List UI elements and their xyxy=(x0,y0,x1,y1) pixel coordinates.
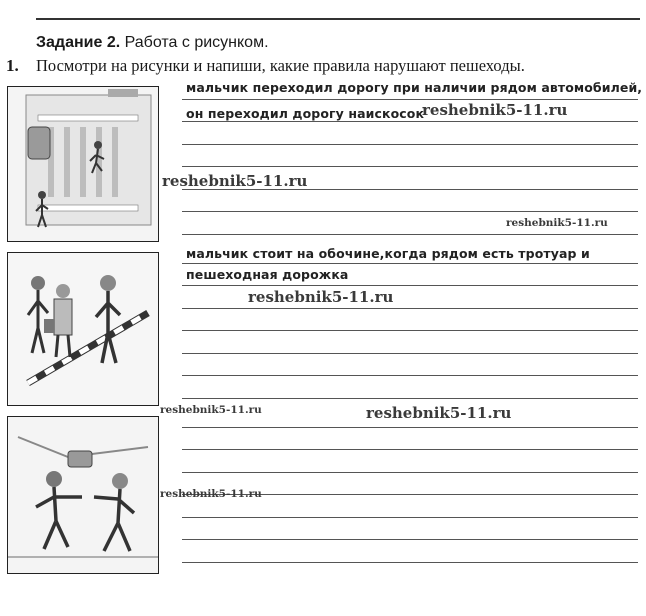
watermark: reshebnik5-11.ru xyxy=(160,404,262,416)
answer-line xyxy=(182,166,638,167)
task-heading xyxy=(36,34,269,52)
roadside-barrier-scene-icon xyxy=(8,253,158,405)
watermark: reshebnik5-11.ru xyxy=(366,404,512,422)
watermark: reshebnik5-11.ru xyxy=(506,217,608,229)
answer-line xyxy=(182,121,638,122)
answer-line xyxy=(182,517,638,518)
watermark: reshebnik5-11.ru xyxy=(422,101,568,119)
answer-line xyxy=(182,211,638,212)
answer-line xyxy=(182,562,638,563)
answer-1-line-2: он переходил дорогу наискосок xyxy=(186,106,425,121)
answer-line xyxy=(182,285,638,286)
watermark: reshebnik5-11.ru xyxy=(160,488,262,500)
answer-line xyxy=(182,308,638,309)
answer-line xyxy=(182,353,638,354)
answer-line xyxy=(182,427,638,428)
answer-2-line-2: пешеходная дорожка xyxy=(186,267,349,282)
answer-line xyxy=(182,263,638,264)
answer-line xyxy=(182,398,638,399)
watermark: reshebnik5-11.ru xyxy=(162,172,308,190)
crosswalk-scene-icon xyxy=(8,87,158,241)
answer-line xyxy=(182,234,638,235)
task-label: Задание 2. xyxy=(36,34,121,51)
answer-1-line-1: мальчик переходил дорогу при наличии рядом автомобилей, xyxy=(186,80,643,95)
answer-line xyxy=(182,539,638,540)
watermark: reshebnik5-11.ru xyxy=(248,288,394,306)
task-title: Работа с рисунком. xyxy=(124,34,269,51)
answer-line xyxy=(182,99,638,100)
question-text: Посмотри на рисунки и напиши, какие правила нарушают пешеходы. xyxy=(36,56,525,75)
picture-road-play xyxy=(7,416,159,574)
answer-line xyxy=(182,330,638,331)
top-rule xyxy=(36,18,640,20)
question-number: 1. xyxy=(6,56,19,75)
children-playing-road-scene-icon xyxy=(8,417,158,573)
picture-roadside xyxy=(7,252,159,406)
answer-2-line-1: мальчик стоит на обочине,когда рядом есть тротуар и xyxy=(186,246,590,261)
answer-line xyxy=(182,144,638,145)
answer-line xyxy=(182,472,638,473)
picture-crosswalk xyxy=(7,86,159,242)
answer-line xyxy=(182,375,638,376)
answer-line xyxy=(182,449,638,450)
